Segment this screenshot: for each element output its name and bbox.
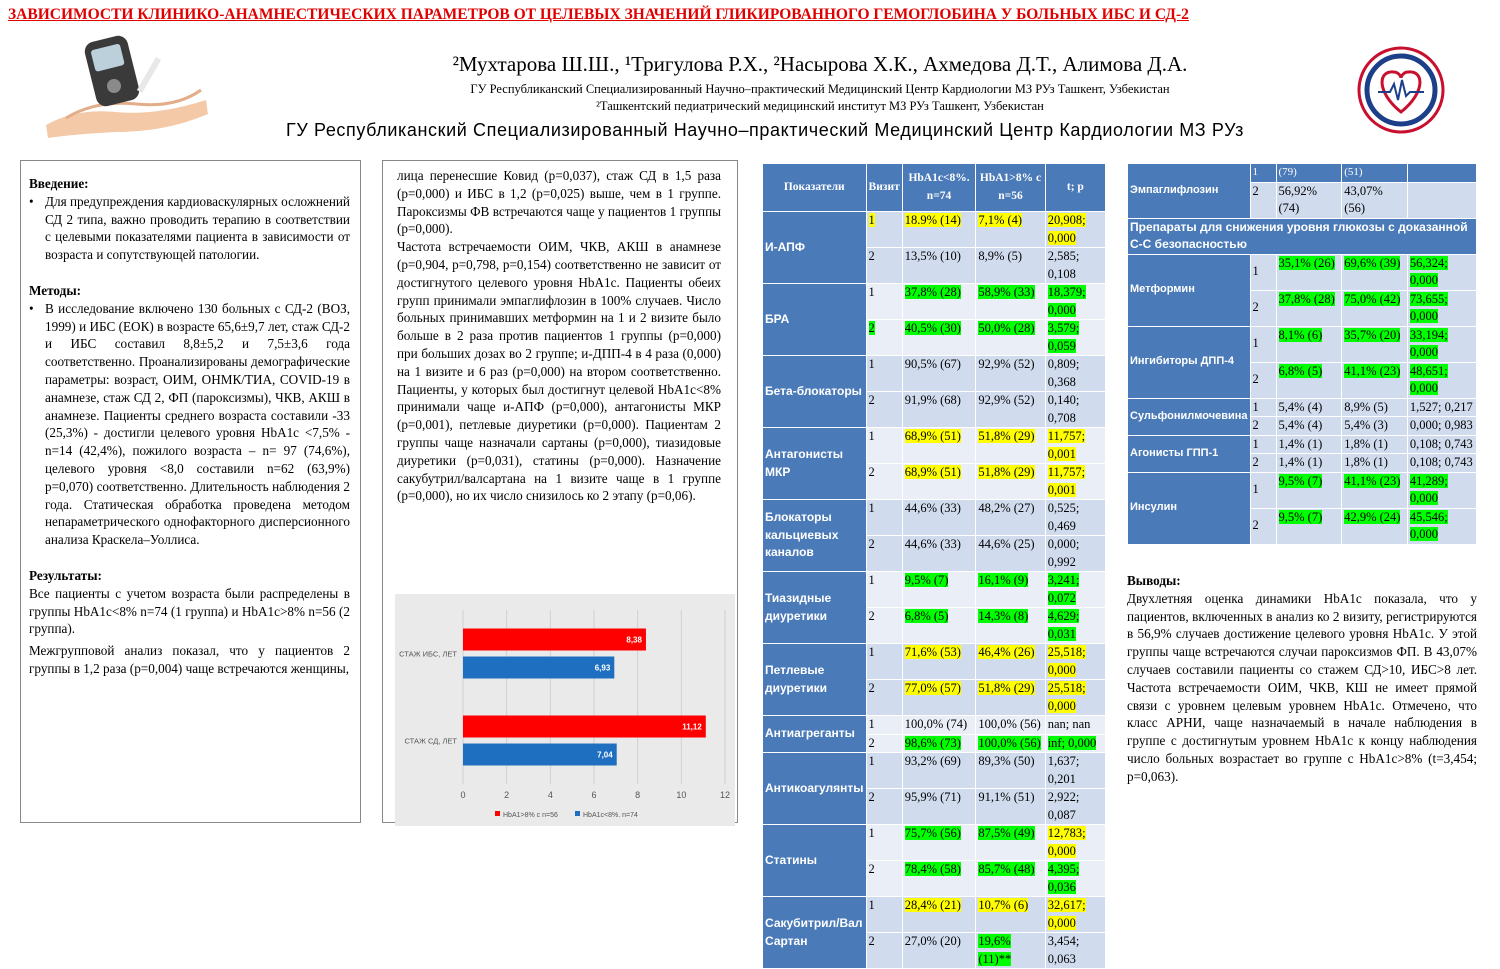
- glucometer-hand-illustration: [36, 30, 216, 142]
- row-label: Антикоагулянты: [763, 753, 867, 825]
- table-cell: 1,637; 0,201: [1045, 753, 1105, 789]
- table-cell: [976, 572, 1045, 608]
- table-cell: [1045, 897, 1105, 933]
- category-label: СТАЖ ИБС, ЛЕТ: [399, 649, 457, 659]
- highlighted-value: 71,6% (53): [904, 645, 961, 659]
- table-cell: 1,4% (1): [1276, 454, 1342, 473]
- table-cell: 1: [1250, 435, 1276, 454]
- highlighted-value: 4,395; 0,036: [1047, 862, 1080, 894]
- table-cell: 1,8% (1): [1342, 435, 1408, 454]
- table-cell: [1045, 680, 1105, 716]
- table-cell: [1342, 362, 1408, 398]
- highlighted-value: 9,5% (7): [1278, 473, 1323, 488]
- table-cell: [976, 644, 1045, 680]
- table-cell: [976, 680, 1045, 716]
- table-cell: [1342, 290, 1408, 326]
- conclusions-heading: Выводы:: [1127, 573, 1181, 588]
- poster-title: ЗАВИСИМОСТИ КЛИНИКО-АНАМНЕСТИЧЕСКИХ ПАРАМЕТРОВ ОТ ЦЕЛЕВЫХ ЗНАЧЕНИЙ ГЛИКИРОВАННОГО ГЕМОГЛОБИНА У БОЛЬНЫХ ИБС И СД-2: [8, 6, 1189, 23]
- row-label: Сакубитрил/Вал Сартан: [763, 897, 867, 969]
- table-cell: 1: [866, 356, 902, 392]
- table-cell: 0,525; 0,469: [1045, 500, 1105, 536]
- table-cell: 44,6% (33): [902, 500, 976, 536]
- table-cell: 2: [1250, 290, 1276, 326]
- highlighted-value: 2: [868, 321, 875, 335]
- table-cell: 0,108; 0,743: [1407, 454, 1476, 473]
- row-label: Блокаторы кальциевых каналов: [763, 500, 867, 572]
- table-cell: 1: [866, 825, 902, 861]
- bar: [463, 716, 706, 738]
- highlighted-value: 40,5% (30): [904, 321, 961, 335]
- cardiology-center-logo: [1356, 40, 1446, 150]
- highlighted-value: 9,5% (7): [1278, 509, 1323, 524]
- glucose-drugs-table: [1127, 163, 1477, 545]
- table-cell: [902, 428, 976, 464]
- row-label: Антиагреганты: [763, 716, 867, 753]
- table-cell: 100,0% (74): [902, 716, 976, 735]
- table-cell: 2: [1250, 508, 1276, 544]
- results-text-2: Межгрупповой анализ показал, что у пациентов 2 группы в 1,2 раза (p=0,004) чаще встречаются женщины,: [29, 643, 350, 676]
- table-cell: 91,9% (68): [902, 392, 976, 428]
- table-cell: 1: [1250, 326, 1276, 362]
- table-cell: [1407, 508, 1476, 544]
- highlighted-value: 11,757; 0,001: [1047, 465, 1086, 497]
- highlighted-value: 51,8% (29): [978, 681, 1035, 695]
- x-tick-label: 2: [504, 790, 510, 800]
- table-cell: [1276, 362, 1342, 398]
- introduction-methods-column: [20, 160, 361, 823]
- highlighted-value: 69,6% (39): [1344, 255, 1401, 270]
- table-row: [763, 356, 1106, 392]
- table-cell: [1045, 464, 1105, 500]
- highlighted-value: 18,379; 0,000: [1047, 285, 1086, 317]
- table-cell: [1342, 508, 1408, 544]
- table-cell: 1: [1250, 164, 1276, 183]
- highlighted-value: 68,9% (51): [904, 429, 961, 443]
- legend-swatch: [575, 811, 580, 816]
- highlighted-value: 37,8% (28): [1278, 291, 1335, 306]
- table-cell: [1276, 472, 1342, 508]
- table-cell: 2: [1250, 182, 1276, 218]
- row-label: И-АПФ: [763, 212, 867, 284]
- table-row: [763, 428, 1106, 464]
- table-cell: 2: [866, 464, 902, 500]
- legend-swatch: [495, 811, 500, 816]
- highlighted-value: 85,7% (48): [978, 862, 1035, 876]
- table-cell: 5,4% (3): [1342, 417, 1408, 436]
- highlighted-value: 4,629; 0,031: [1047, 609, 1080, 641]
- table-cell: 2,922; 0,087: [1045, 789, 1105, 825]
- table-cell: 95,9% (71): [902, 789, 976, 825]
- category-label: СТАЖ СД, ЛЕТ: [404, 736, 457, 746]
- highlighted-value: 58,9% (33): [978, 285, 1035, 299]
- highlighted-value: 78,4% (58): [904, 862, 961, 876]
- table-cell: [1407, 472, 1476, 508]
- table-cell: [1342, 472, 1408, 508]
- table-cell: 2: [866, 933, 902, 969]
- table-cell: [1407, 290, 1476, 326]
- table-cell: [976, 861, 1045, 897]
- highlighted-value: 75,7% (56): [904, 826, 961, 840]
- table-cell: 92,9% (52): [976, 392, 1045, 428]
- highlighted-value: 10,7% (6): [978, 898, 1029, 912]
- highlighted-value: 41,289; 0,000: [1409, 473, 1448, 505]
- table-cell: [866, 212, 902, 248]
- highlighted-value: 100,0% (56): [978, 735, 1041, 750]
- section-heading: Препараты для снижения уровня глюкозы с доказанной С-С безопасностью: [1128, 218, 1477, 254]
- table-cell: [902, 284, 976, 320]
- table-cell: [1045, 572, 1105, 608]
- table-cell: 13,5% (10): [902, 248, 976, 284]
- medications-table: [762, 163, 1106, 969]
- row-label: Инсулин: [1128, 472, 1251, 544]
- table-cell: 0,000; 0,992: [1045, 536, 1105, 572]
- table-cell: [976, 825, 1045, 861]
- row-label: Эмпаглифлозин: [1128, 164, 1251, 219]
- table-row: [1128, 472, 1477, 508]
- row-label: Антагонисты МКР: [763, 428, 867, 500]
- table-row: [763, 753, 1106, 789]
- row-label: Агонисты ГПП-1: [1128, 435, 1251, 472]
- bar-value-label: 7,04: [597, 750, 613, 760]
- table-cell: 43,07% (56): [1342, 182, 1408, 218]
- highlighted-value: 32,617; 0,000: [1047, 898, 1086, 930]
- table-cell: 89,3% (50): [976, 753, 1045, 789]
- row-label: Петлевые диуретики: [763, 644, 867, 716]
- table-cell: 1: [866, 500, 902, 536]
- table-cell: 2: [866, 734, 902, 753]
- table-cell: [902, 680, 976, 716]
- row-label: Сульфонилмочевина: [1128, 398, 1251, 435]
- table-cell: 1,4% (1): [1276, 435, 1342, 454]
- table-cell: [976, 734, 1045, 753]
- table-row: [763, 825, 1106, 861]
- highlighted-value: 12,783; 0,000: [1047, 826, 1086, 858]
- bar-value-label: 8,38: [626, 635, 642, 645]
- table-cell: [1045, 734, 1105, 753]
- table-cell: [1045, 212, 1105, 248]
- row-label: Ингибиторы ДПП-4: [1128, 326, 1251, 398]
- x-tick-label: 4: [547, 790, 553, 800]
- table-cell: [976, 284, 1045, 320]
- table-cell: 90,5% (67): [902, 356, 976, 392]
- table-cell: [976, 428, 1045, 464]
- section-row: [1128, 218, 1477, 254]
- highlighted-value: 48,651; 0,000: [1409, 363, 1448, 395]
- highlighted-value: 25,518; 0,000: [1047, 645, 1086, 677]
- chart-svg: [395, 594, 735, 826]
- highlighted-value: 19,6% (11)**: [978, 934, 1012, 966]
- table-cell: 1,527; 0,217: [1407, 398, 1476, 417]
- table-cell: 3,454; 0,063: [1045, 933, 1105, 969]
- bar: [463, 657, 614, 679]
- table-cell: [1045, 861, 1105, 897]
- table-cell: [902, 212, 976, 248]
- table-row: [763, 284, 1106, 320]
- results-paragraph-1: лица перенесшие Ковид (p=0,037), стаж СД в 1,5 раза (p=0,000) и ИБС в 1,2 (p=0,025) выше, чем в 1 группе. Пароксизмы ФВ встречаются чаще у пациентов 1 группы (p=0,000).: [397, 168, 721, 237]
- results-text-1: Все пациенты с учетом возраста были распределены в группы HbA1c<8% n=74 (1 группа) и HbA1c>8% n=56 (2 группа).: [29, 585, 350, 637]
- x-tick-label: 0: [460, 790, 466, 800]
- table-cell: nan; nan: [1045, 716, 1105, 735]
- highlighted-value: 56,324; 0,000: [1409, 255, 1448, 287]
- bar: [463, 744, 617, 766]
- affiliation-2: ²Ташкентский педиатрический медицинский институт МЗ РУз Ташкент, Узбекистан: [596, 99, 1044, 113]
- highlighted-value: 37,8% (28): [904, 285, 961, 299]
- methods-heading: Методы:: [29, 282, 82, 298]
- highlighted-value: 6,8% (5): [904, 609, 949, 623]
- table-row: [1128, 326, 1477, 362]
- table-cell: (79): [1276, 164, 1342, 183]
- table-row: [1128, 254, 1477, 290]
- table-cell: [1045, 608, 1105, 644]
- table-cell: 8,9% (5): [1342, 398, 1408, 417]
- table-row: [763, 644, 1106, 680]
- highlighted-value: 11,757; 0,001: [1047, 429, 1086, 461]
- table-cell: 2: [866, 536, 902, 572]
- table-cell: [1045, 825, 1105, 861]
- bar-value-label: 6,93: [594, 663, 611, 673]
- table-cell: [1407, 164, 1476, 183]
- table-cell: [902, 320, 976, 356]
- table-cell: 2: [866, 789, 902, 825]
- highlighted-value: 16,1% (9): [978, 573, 1029, 587]
- intro-bullet: • Для предупреждения кардиоваскулярных осложнений СД 2 типа, важно проводить терапию в соответствии с целевыми показателями пациента в зависимости от возраста и сопутствующей патологии.: [29, 193, 350, 263]
- highlighted-value: 35,7% (20): [1344, 327, 1401, 342]
- table-cell: 1: [866, 716, 902, 735]
- results-heading: Результаты:: [29, 567, 102, 583]
- table-cell: [1045, 644, 1105, 680]
- table-cell: [902, 572, 976, 608]
- table-cell: [902, 644, 976, 680]
- x-tick-label: 12: [719, 790, 731, 800]
- table-cell: 1: [866, 428, 902, 464]
- table-cell: 1: [866, 897, 902, 933]
- table-header-cell: Визит: [866, 164, 902, 212]
- table-cell: [976, 464, 1045, 500]
- highlighted-value: 46,4% (26): [978, 645, 1035, 659]
- table-cell: [902, 734, 976, 753]
- table-header-cell: HbA1>8% с n=56: [976, 164, 1045, 212]
- table-cell: 1: [866, 572, 902, 608]
- table-row: [763, 500, 1106, 536]
- table-cell: 27,0% (20): [902, 933, 976, 969]
- table-row: [1128, 435, 1477, 454]
- table-cell: [976, 320, 1045, 356]
- table-cell: [976, 212, 1045, 248]
- highlighted-value: 3,579; 0,059: [1047, 321, 1080, 353]
- table-header-cell: Показатели: [763, 164, 867, 212]
- highlighted-value: 18.9% (14): [904, 213, 961, 227]
- center-name: ГУ Республиканский Специализированный Научно–практический Медицинский Центр Кардиологии МЗ РУз: [286, 120, 1244, 140]
- table-cell: 5,4% (4): [1276, 398, 1342, 417]
- highlighted-value: 33,194; 0,000: [1409, 327, 1448, 359]
- table-cell: 1: [1250, 254, 1276, 290]
- table-cell: [1276, 326, 1342, 362]
- table-cell: [902, 861, 976, 897]
- table-cell: 44,6% (33): [902, 536, 976, 572]
- highlighted-value: 35,1% (26): [1278, 255, 1335, 270]
- highlighted-value: 20,908; 0,000: [1047, 213, 1086, 245]
- table-cell: 44,6% (25): [976, 536, 1045, 572]
- table-cell: [1276, 254, 1342, 290]
- table-cell: [902, 825, 976, 861]
- methods-bullet: • В исследование включено 130 больных с СД-2 (ВОЗ, 1999) и ИБС (ЕОК) в возрасте 65,6±9,7 лет, стаж СД-2 и ИБС составил 8,8±5,2 и 7,5±3,6 года соответственно. Проанализированы демографические параметры: возраст, ОИМ, ОНМК/ТИА, COVID-19 в анамнезе, стаж СД 2, ФП (пароксизмы), ЧКВ, АКШ в анамнезе. Пациенты среднего возраста составили -33 (25,3%) - достигли целевого уровня HbA1c <7,5% - n=14 (42,4%), пожилого возраста – n= 97 (74,6%), целевого уровня <8,0 составили n=62 (63,9%) p=0,070) соответственно. Длительность наблюдения 2 года. Статическая обработка проведена методом непараметрического однофакторного дисперсионного анализа Краскела–Уоллиса.: [29, 300, 350, 548]
- highlighted-value: 41,1% (23): [1344, 473, 1401, 488]
- table-cell: [1276, 290, 1342, 326]
- table-cell: [976, 608, 1045, 644]
- highlighted-value: 51,8% (29): [978, 429, 1035, 443]
- highlighted-value: 41,1% (23): [1344, 363, 1401, 378]
- table-header-cell: t; p: [1045, 164, 1105, 212]
- intro-heading: Введение:: [29, 176, 89, 191]
- x-tick-label: 6: [591, 790, 597, 800]
- table-cell: [1407, 362, 1476, 398]
- table-cell: [1407, 254, 1476, 290]
- table-cell: 0,809; 0,368: [1045, 356, 1105, 392]
- highlighted-value: 6,8% (5): [1278, 363, 1323, 378]
- table-cell: [1407, 182, 1476, 218]
- table-header-cell: HbA1c<8%. n=74: [902, 164, 976, 212]
- table-cell: 1: [866, 753, 902, 789]
- highlighted-value: 50,0% (28): [978, 321, 1035, 335]
- highlighted-value: 98,6% (73): [904, 735, 961, 750]
- table-row: [763, 212, 1106, 248]
- table-cell: 56,92% (74): [1276, 182, 1342, 218]
- table-cell: [1045, 284, 1105, 320]
- affiliation-1: ГУ Республиканский Специализированный Научно–практический Медицинский Центр Кардиологии МЗ РУз Ташкент, Узбекистан: [470, 82, 1170, 96]
- highlighted-value: 1: [868, 213, 875, 227]
- conclusions: [1127, 572, 1477, 786]
- table-cell: 2: [1250, 454, 1276, 473]
- table-header-row: [763, 164, 1106, 212]
- row-label: БРА: [763, 284, 867, 356]
- row-label: Бета-блокаторы: [763, 356, 867, 428]
- table-cell: 8,9% (5): [976, 248, 1045, 284]
- authors: ²Мухтарова Ш.Ш., ¹Тригулова Р.Х., ²Насырова Х.К., Ахмедова Д.Т., Алимова Д.А.: [452, 52, 1188, 76]
- highlighted-value: inf; 0,000: [1047, 735, 1097, 750]
- table-cell: (51): [1342, 164, 1408, 183]
- x-tick-label: 10: [676, 790, 687, 800]
- table-cell: [866, 320, 902, 356]
- table-cell: 91,1% (51): [976, 789, 1045, 825]
- highlighted-value: 87,5% (49): [978, 826, 1035, 840]
- table-cell: 2: [866, 608, 902, 644]
- table-cell: 92,9% (52): [976, 356, 1045, 392]
- table-cell: 1: [1250, 398, 1276, 417]
- table-cell: [902, 464, 976, 500]
- table-cell: 1: [866, 644, 902, 680]
- table-cell: 2: [866, 680, 902, 716]
- table-row: [763, 897, 1106, 933]
- conclusions-text: Двухлетняя оценка динамики HbA1c показала, что у пациентов, включенных в анализ ко 2 визиту, регистрируются в 56,9% случаев достижение целевого уровня HbA1c. У этой группы чаще встречаются случаи пароксизмов ФП. В 43,07% случаев составили пациенты со стажем СД>10, ИБС>8 лет. Частота встречаемости ОИМ, ЧКВ, КШ не имеет прямой связи с уровнем целевым уровнем HbA1c. Отмечено, что класс АРНИ, чаще назначаемый в начале наблюдения в группе с достигнутым уровнем HbA1c к концу наблюдения число больных возрастает во группе с HbA1c>8% (t=3,454; p=0,063).: [1127, 590, 1477, 784]
- table-cell: 100,0% (56): [976, 716, 1045, 735]
- highlighted-value: 7,1% (4): [978, 213, 1023, 227]
- table-cell: 1: [1250, 472, 1276, 508]
- table-row: [1128, 164, 1477, 183]
- table-cell: [1045, 320, 1105, 356]
- table-cell: 0,000; 0,983: [1407, 417, 1476, 436]
- table-cell: [1342, 254, 1408, 290]
- legend-label: HbA1c<8%. n=74: [583, 812, 638, 819]
- x-tick-label: 8: [635, 790, 641, 800]
- table-cell: 2: [866, 861, 902, 897]
- table-cell: 0,140; 0,708: [1045, 392, 1105, 428]
- highlighted-value: 73,655; 0,000: [1409, 291, 1448, 323]
- highlighted-value: 51,8% (29): [978, 465, 1035, 479]
- table-row: [1128, 398, 1477, 417]
- row-label: Статины: [763, 825, 867, 897]
- table-cell: [1407, 326, 1476, 362]
- table-cell: 2: [1250, 417, 1276, 436]
- highlighted-value: 77,0% (57): [904, 681, 961, 695]
- row-label: Тиазидные диуретики: [763, 572, 867, 644]
- highlighted-value: 75,0% (42): [1344, 291, 1401, 306]
- results-paragraph-2: Частота встречаемости ОИМ, ЧКВ, АКШ в анамнезе (p=0,904, p=0,798, p=0,154) соответственно не зависит от достигнутого целевого уровня HbA1c. Пациенты обеих групп принимали эмпаглифлозин в 100% случаев. Число больных принимавших метформин на 1 и 2 визите было больше в 2 раза против пациентов 1 группы (p=0,000) при больших дозах во 2 группе; и-ДПП-4 в 4 раза (0,000) на 1 визите и 6 раз (p=0,000) на втором соответственно. Пациенты, у которых был достигнут целевой HbA1c<8% принимали чаще и-АПФ (p=0,000), антагонисты МКР (p=0,001), петлевые диуретики (p=0,000). Пациентам 2 группы чаще назначали сартаны (p=0,000), тиазидовые диуретики (p=0,031), статины (p=0,000). Назначение сакубутрил/валсартана на 1 визите чаще в 1 группе (p=0,000), но их число снизилось ко 2 этапу (p=0,06).: [397, 239, 721, 504]
- table-cell: [976, 897, 1045, 933]
- highlighted-value: 25,518; 0,000: [1047, 681, 1086, 713]
- table-cell: [1276, 508, 1342, 544]
- table-row: [763, 716, 1106, 735]
- table-cell: 2: [866, 248, 902, 284]
- table-cell: 1,8% (1): [1342, 454, 1408, 473]
- bar: [463, 629, 646, 651]
- table-row: [763, 572, 1106, 608]
- highlighted-value: 14,3% (8): [978, 609, 1029, 623]
- highlighted-value: 42,9% (24): [1344, 509, 1401, 524]
- table-cell: [1045, 428, 1105, 464]
- row-label: Метформин: [1128, 254, 1251, 326]
- highlighted-value: 3,241; 0,072: [1047, 573, 1080, 605]
- table-cell: 2: [866, 392, 902, 428]
- table-cell: [902, 897, 976, 933]
- table-cell: 93,2% (69): [902, 753, 976, 789]
- highlighted-value: 8,1% (6): [1278, 327, 1323, 342]
- highlighted-value: 45,546; 0,000: [1409, 509, 1448, 541]
- table-cell: 2: [1250, 362, 1276, 398]
- table-cell: 2,585; 0,108: [1045, 248, 1105, 284]
- table-cell: [1342, 326, 1408, 362]
- table-cell: 0,108; 0,743: [1407, 435, 1476, 454]
- bar-value-label: 11,12: [682, 722, 702, 732]
- highlighted-value: 28,4% (21): [904, 898, 961, 912]
- table-cell: 48,2% (27): [976, 500, 1045, 536]
- table-cell: [976, 933, 1045, 969]
- table-cell: 1: [866, 284, 902, 320]
- table-cell: [902, 608, 976, 644]
- legend-label: HbA1>8% с n=56: [503, 812, 558, 819]
- table-cell: 5,4% (4): [1276, 417, 1342, 436]
- bar-chart: [395, 594, 735, 826]
- highlighted-value: 68,9% (51): [904, 465, 961, 479]
- highlighted-value: 9,5% (7): [904, 573, 949, 587]
